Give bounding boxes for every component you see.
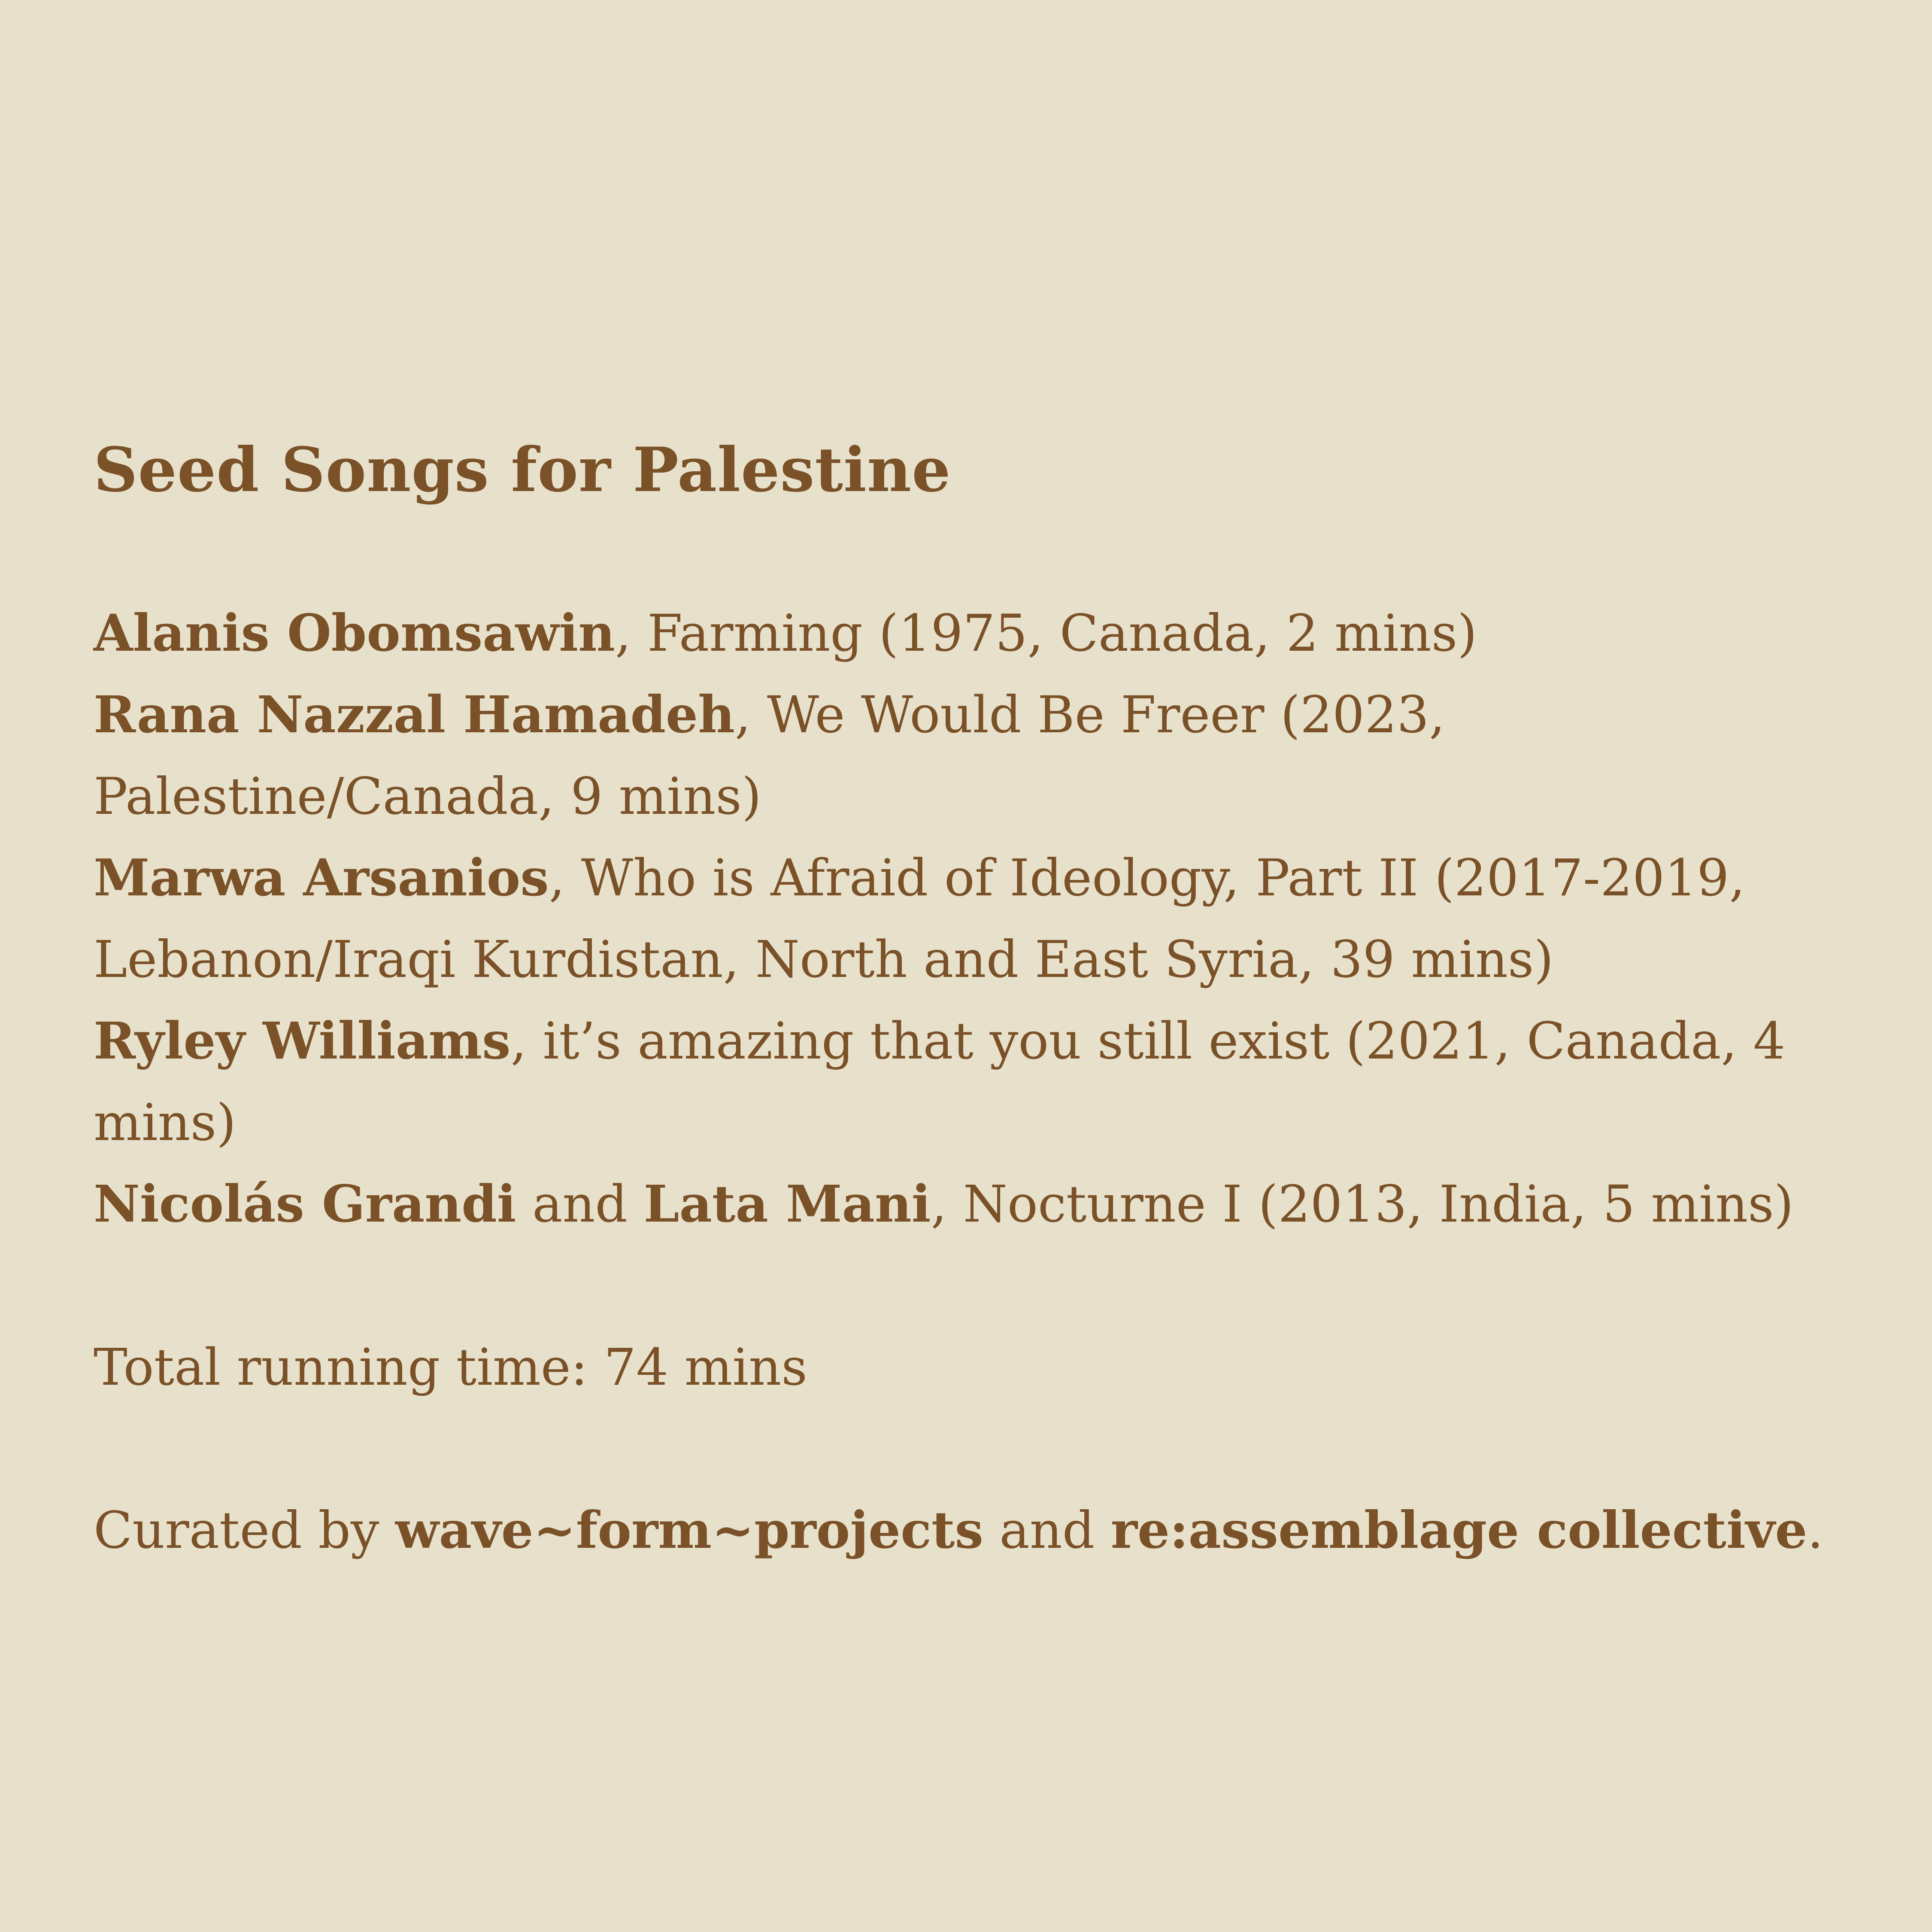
period-text: . [1807, 1501, 1823, 1560]
artist-name: Ryley Williams [94, 1011, 511, 1071]
film-entry-2 [94, 674, 1845, 837]
film-details: , We Would Be Freer (2023, Palestine/Canada, 9 mins) [94, 685, 1445, 826]
curated-by-line [94, 1489, 1845, 1571]
conjunction-text: and [516, 1174, 644, 1234]
artist-name: Marwa Arsanios [94, 848, 549, 907]
artist-name: Rana Nazzal Hamadeh [94, 685, 735, 744]
film-entry-1 [94, 592, 1845, 674]
film-entry-4 [94, 1000, 1845, 1163]
artist-name: Nicolás Grandi [94, 1174, 516, 1234]
film-details: , it’s amazing that you still exist (2021, Canada, 4 mins) [94, 1011, 1786, 1152]
page-title: Seed Songs for Palestine [94, 434, 951, 506]
curator-name: wave~form~projects [395, 1500, 983, 1560]
program-poster [94, 429, 1845, 1571]
film-program-list [94, 592, 1845, 1245]
artist-name: Lata Mani [643, 1174, 931, 1234]
curated-by-text: Curated by [94, 1501, 396, 1560]
film-details: , Farming (1975, Canada, 2 mins) [615, 604, 1477, 663]
film-entry-5 [94, 1163, 1845, 1245]
total-running-time: Total running time: 74 mins [94, 1338, 807, 1397]
film-details: , Who is Afraid of Ideology, Part II (2017-2019, Lebanon/Iraqi Kurdistan, North and East Syria, 39 mins) [94, 848, 1745, 989]
artist-name: Alanis Obomsawin [94, 603, 615, 663]
curator-name: re:assemblage collective [1110, 1500, 1808, 1560]
film-entry-3 [94, 837, 1845, 1000]
conjunction-text: and [983, 1501, 1111, 1560]
film-details: , Nocturne I (2013, India, 5 mins) [931, 1174, 1794, 1234]
